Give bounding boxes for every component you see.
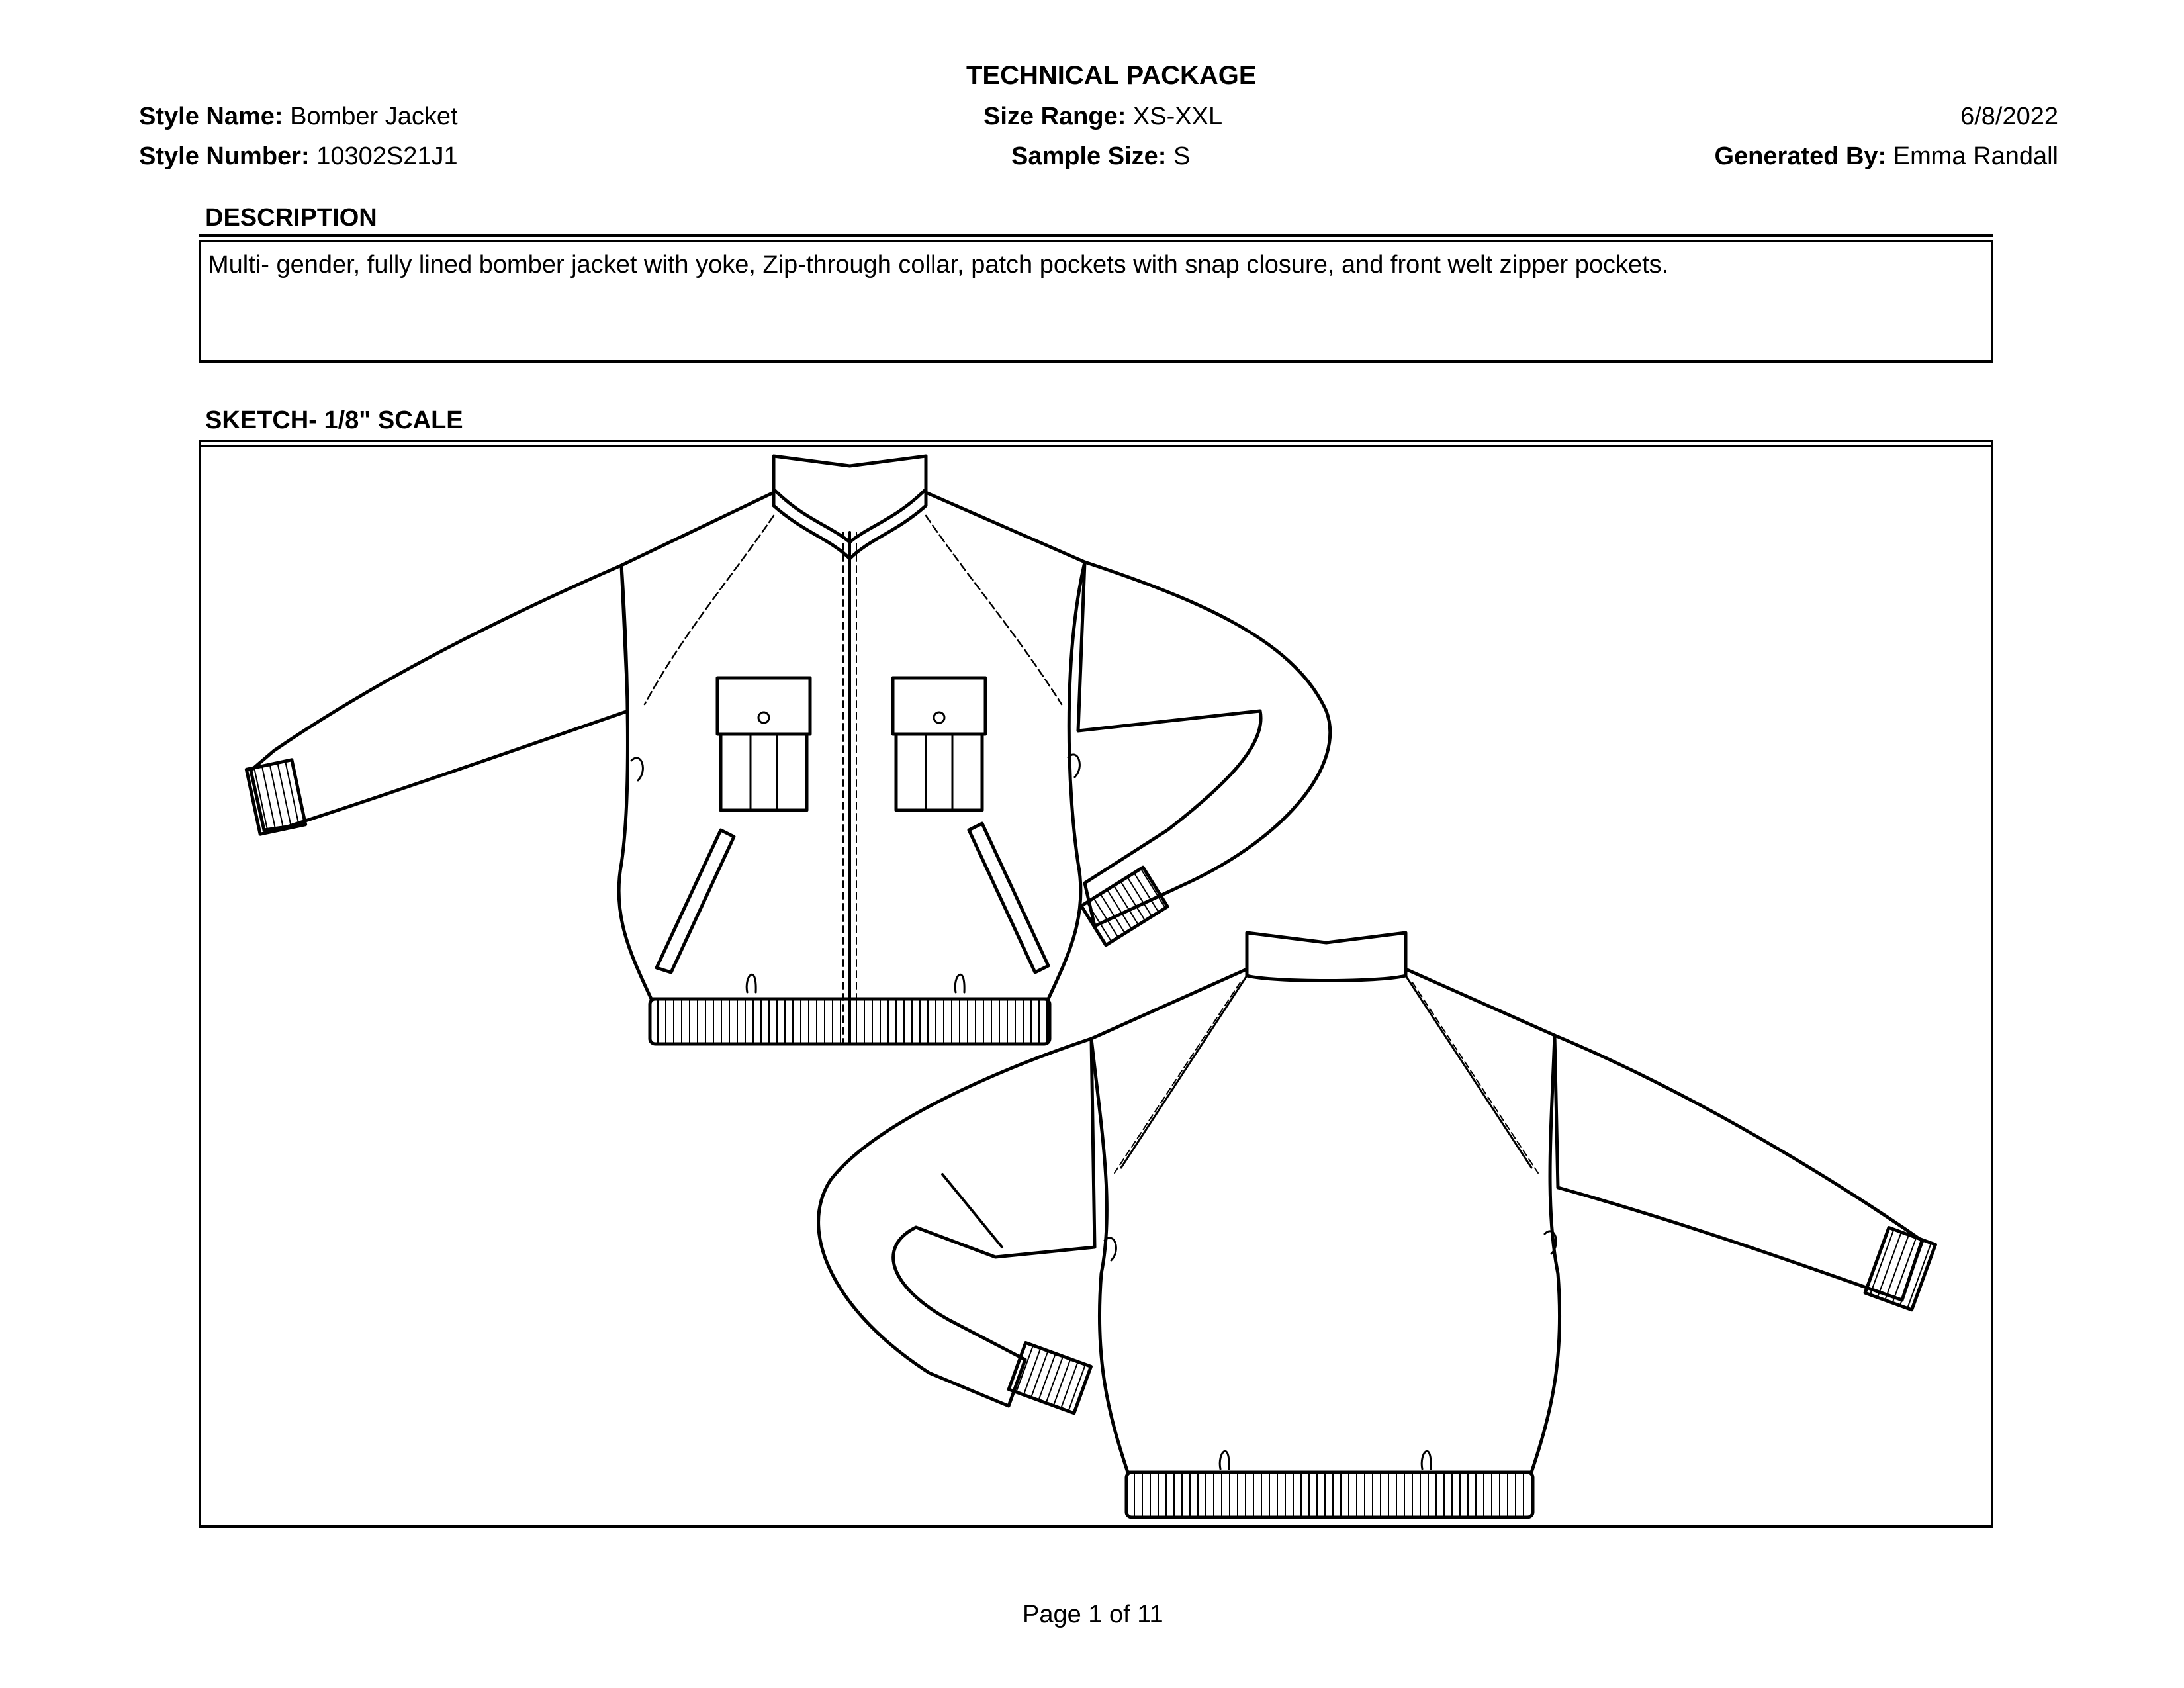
style-number-value: 10302S21J1 xyxy=(316,142,458,170)
description-heading: DESCRIPTION xyxy=(205,204,377,232)
description-text: Multi- gender, fully lined bomber jacket with yoke, Zip-through collar, patch pockets with snap closure, and front welt zipper pockets. xyxy=(208,251,1669,279)
generated-by-row xyxy=(1714,140,2058,172)
front-view xyxy=(246,456,1330,1044)
back-right-sleeve xyxy=(1555,1035,1922,1300)
back-left-sleeve xyxy=(819,1039,1095,1406)
back-body xyxy=(1091,969,1560,1472)
date: 6/8/2022 xyxy=(1960,103,2058,130)
front-right-sleeve xyxy=(1078,562,1330,926)
size-range-row xyxy=(983,101,1222,132)
front-left-patch-pocket xyxy=(717,678,810,810)
front-left-sleeve xyxy=(251,565,628,830)
generated-by-label: Generated By: xyxy=(1714,142,1887,170)
style-number-row xyxy=(139,140,458,172)
back-hem-band xyxy=(1126,1472,1533,1517)
front-right-patch-pocket xyxy=(893,678,985,810)
back-collar xyxy=(1247,933,1406,981)
style-number-label: Style Number: xyxy=(139,142,310,170)
document-title: TECHNICAL PACKAGE xyxy=(966,61,1257,90)
sketch-heading: SKETCH- 1/8" SCALE xyxy=(205,406,463,434)
size-range-label: Size Range: xyxy=(983,103,1126,130)
generated-by-value: Emma Randall xyxy=(1893,142,2058,170)
sketch-canvas xyxy=(201,447,1991,1525)
sample-size-value: S xyxy=(1173,142,1191,170)
size-range-value: XS-XXL xyxy=(1132,103,1223,130)
sketch-box xyxy=(199,445,1993,1528)
page-number: Page 1 of 11 xyxy=(1023,1601,1163,1628)
back-left-cuff xyxy=(1009,1342,1091,1413)
sample-size-row xyxy=(1011,140,1190,172)
sample-size-label: Sample Size: xyxy=(1011,142,1167,170)
style-name-value: Bomber Jacket xyxy=(290,103,458,130)
description-box xyxy=(199,240,1993,363)
style-name-label: Style Name: xyxy=(139,103,283,130)
style-name-row xyxy=(139,101,458,132)
